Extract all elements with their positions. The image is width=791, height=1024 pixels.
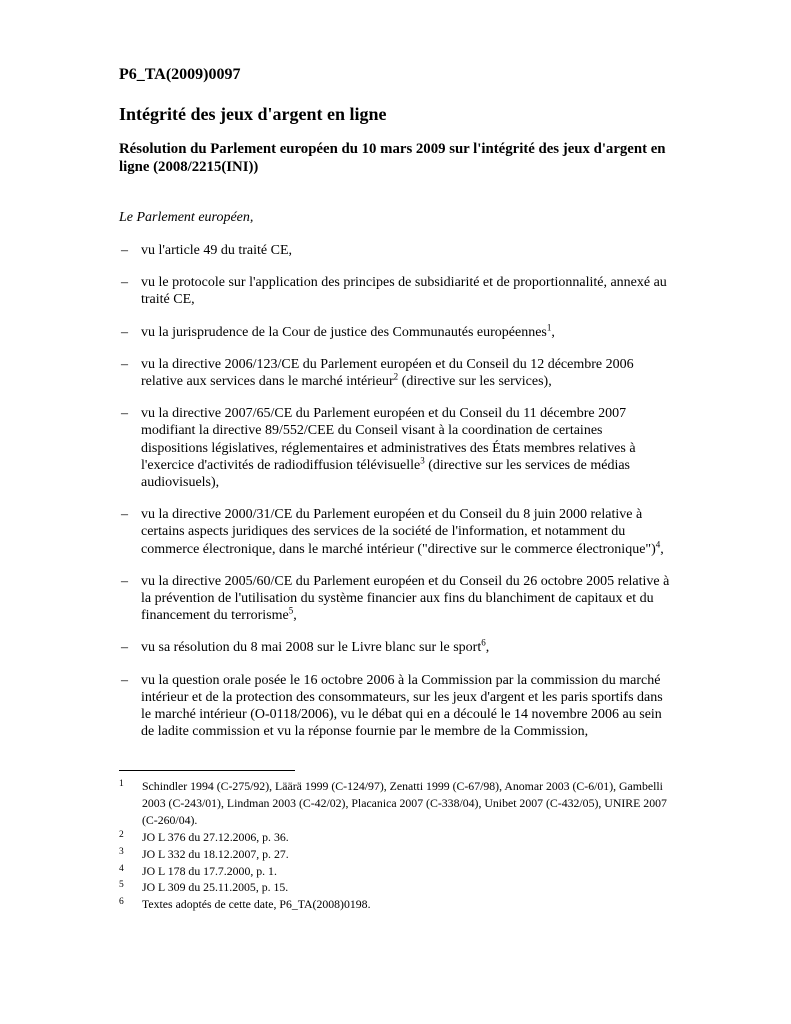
- list-item: [119, 639, 672, 656]
- footnote-text: Textes adoptés de cette date, P6_TA(2008)0198.: [142, 897, 371, 912]
- footnote-ref: 1: [546, 321, 552, 332]
- list-item: [119, 242, 672, 259]
- footnote-number: 5: [119, 880, 124, 891]
- list-item-text: vu le protocole sur l'application des principes de subsidiarité et de proportionnalité, annexé au traité CE,: [141, 275, 667, 308]
- bullet-dash: –: [121, 356, 128, 372]
- bullet-dash: –: [121, 324, 128, 340]
- document-code: P6_TA(2009)0097: [119, 66, 241, 83]
- list-item: [119, 321, 672, 341]
- bullet-dash: –: [121, 507, 128, 523]
- footnote-text: Schindler 1994 (C-275/92), Läärä 1999 (C-124/97), Zenatti 1999 (C-67/98), Anomar 2003 (C-6/01), Gambelli 2003 (C-243/01), Lindman 2003 (C-42/02), Placanica 2007 (C-338/04), Unibet 2007 (C-432/05), UNIRE 2007 (C-260/04).: [142, 779, 667, 827]
- footnote: [119, 879, 672, 896]
- footnote-number: 3: [119, 846, 124, 857]
- footnote-text: JO L 178 du 17.7.2000, p. 1.: [142, 863, 277, 878]
- footnote: [119, 778, 672, 829]
- footnotes-section: [119, 770, 672, 913]
- footnote-ref: 2: [393, 371, 399, 382]
- bullet-dash: –: [121, 275, 128, 291]
- list-item: [119, 506, 672, 558]
- bullet-dash: –: [121, 640, 128, 656]
- footnote-ref: 6: [481, 637, 486, 648]
- footnote-number: 1: [119, 779, 124, 789]
- footnote: [119, 846, 672, 863]
- list-item-text: vu la directive 2007/65/CE du Parlement européen et du Conseil du 11 décembre 2007 modifiant la directive 89/552/CEE du Conseil visant à la coordination de certaines dispositions législatives, réglementaires et administratives des États membres relatives à l'exercice d'activités de radiodiffusion télévisuelle$^3$ (directive sur les services de médias audiovisuels),: [141, 406, 636, 491]
- footnote-number: 6: [119, 897, 124, 908]
- footnote-ref: 5: [288, 605, 294, 616]
- footnote-text: JO L 376 du 27.12.2006, p. 36.: [142, 829, 289, 844]
- list-item-text: vu la directive 2000/31/CE du Parlement européen et du Conseil du 8 juin 2000 relative à certains aspects juridiques des services de la société de l'information, et notamment du commerce électronique, dans le marché intérieur ("directive sur le commerce électronique")$^4$,: [141, 507, 664, 557]
- list-item: [119, 573, 672, 625]
- footnote: [119, 829, 672, 846]
- bullet-dash: –: [121, 406, 128, 422]
- document-title: Intégrité des jeux d'argent en ligne: [119, 104, 387, 124]
- vu-list: [119, 242, 672, 740]
- footnote: [119, 863, 672, 880]
- list-item-text: vu la question orale posée le 16 octobre 2006 à la Commission par la commission du marché intérieur et de la protection des consommateurs, sur les jeux d'argent et les paris sportifs dans le marché intérieur (O-0118/2006), vu le débat qui en a découlé le 14 novembre 2006 au sein de ladite commission et vu la réponse fournie par le membre de la Commission,: [141, 672, 663, 740]
- footnote-number: 2: [119, 829, 124, 840]
- list-item: [119, 274, 672, 308]
- list-item: [119, 356, 672, 390]
- list-item-text: vu sa résolution du 8 mai 2008 sur le Livre blanc sur le sport$^6$,: [141, 637, 490, 656]
- footnote-text: JO L 332 du 18.12.2007, p. 27.: [142, 846, 289, 861]
- list-item-text: vu la directive 2005/60/CE du Parlement européen et du Conseil du 26 octobre 2005 relative à la prévention de l'utilisation du système financier aux fins du blanchiment de capitaux et du financement du terrorisme$^5$,: [141, 573, 670, 624]
- bullet-dash: –: [121, 672, 128, 688]
- footnote-number: 4: [119, 863, 124, 874]
- footnote-text: JO L 309 du 25.11.2005, p. 15.: [142, 880, 289, 895]
- list-item-text: vu la directive 2006/123/CE du Parlement européen et du Conseil du 12 décembre 2006 relative aux services dans le marché intérieur$^2$ (directive sur les services),: [141, 356, 634, 390]
- footnote-ref: 4: [655, 538, 661, 549]
- footnote-separator: [119, 770, 295, 771]
- document-intro: Le Parlement européen,: [119, 210, 254, 225]
- bullet-dash: –: [121, 573, 128, 589]
- list-item-text: vu l'article 49 du traité CE,: [141, 243, 293, 258]
- list-item: [119, 405, 672, 491]
- footnote: [119, 896, 672, 913]
- list-item: [119, 672, 672, 741]
- footnote-list: [119, 778, 672, 913]
- list-item-text: vu la jurisprudence de la Cour de justice des Communautés européennes$^1$,: [141, 321, 555, 340]
- footnote-ref: 3: [420, 455, 425, 466]
- document-subtitle: Résolution du Parlement européen du 10 mars 2009 sur l'intégrité des jeux d'argent en ligne (2008/2215(INI)): [119, 141, 666, 175]
- bullet-dash: –: [121, 243, 128, 258]
